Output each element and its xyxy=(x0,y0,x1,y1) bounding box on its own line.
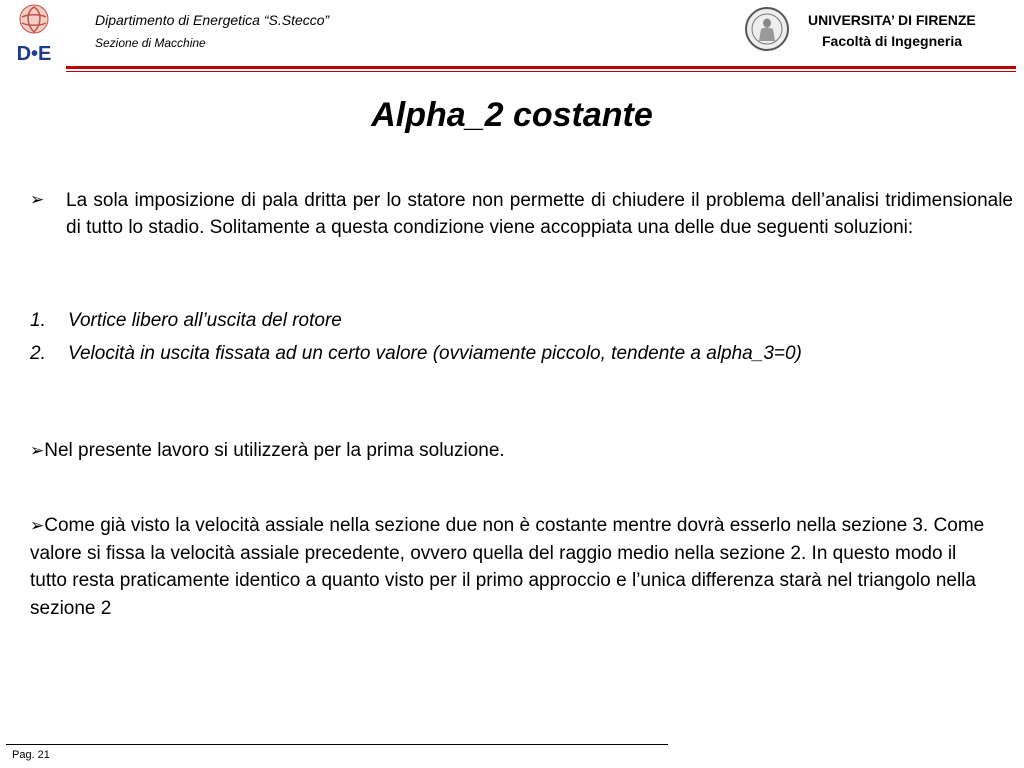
bullet-text-1: La sola imposizione di pala dritta per lo statore non permette di chiudere il problema dell’analisi tridimensionale di tutto lo stadio. Solitamente a questa condizione viene accoppiata una delle due seguenti soluzioni: xyxy=(66,190,1013,238)
page-number: Pag. 21 xyxy=(12,749,50,761)
university-seal xyxy=(744,6,790,52)
list-item-1: Vortice libero all’uscita del rotore xyxy=(68,310,342,331)
paragraph-3-text: Nel presente lavoro si utilizzerà per la prima soluzione. xyxy=(44,440,505,461)
arrow-bullet-icon: ➢ xyxy=(30,516,45,535)
faculty-name: Facoltà di Ingegneria xyxy=(822,33,963,49)
header-rule-thin xyxy=(66,71,1016,72)
list-item-2: Velocità in uscita fissata ad un certo valore (ovviamente piccolo, tendente a alpha_3=0) xyxy=(68,343,802,364)
paragraph-4 xyxy=(30,512,990,622)
list-marker-1: 1. xyxy=(30,310,46,331)
university-name: UNIVERSITA’ DI FIRENZE xyxy=(808,12,976,28)
footer-rule xyxy=(6,744,668,745)
paragraph-4-text: Come già visto la velocità assiale nella sezione due non è costante mentre dovrà esserlo nella sezione 3. Come valore si fissa la velocità assiale precedente, ovvero quella del raggio medio nella sezione 2. In questo modo il tutto resta praticamente identico a quanto visto per il primo approccio e l’unica differenza starà nel triangolo nella sezione 2 xyxy=(30,515,985,619)
slide-title: Alpha_2 costante xyxy=(371,96,653,134)
department-logo xyxy=(6,2,62,64)
de-logo-icon xyxy=(6,2,62,64)
department-section: Sezione di Macchine xyxy=(95,36,206,50)
header-rule xyxy=(66,66,1016,69)
logo-text: D•E xyxy=(16,43,52,64)
paragraph-3 xyxy=(30,440,505,462)
department-name: Dipartimento di Energetica “S.Stecco” xyxy=(95,12,330,28)
arrow-bullet-icon: ➢ xyxy=(30,190,45,209)
seal-icon xyxy=(744,6,790,52)
arrow-bullet-icon: ➢ xyxy=(30,441,45,460)
list-marker-2: 2. xyxy=(30,343,46,364)
